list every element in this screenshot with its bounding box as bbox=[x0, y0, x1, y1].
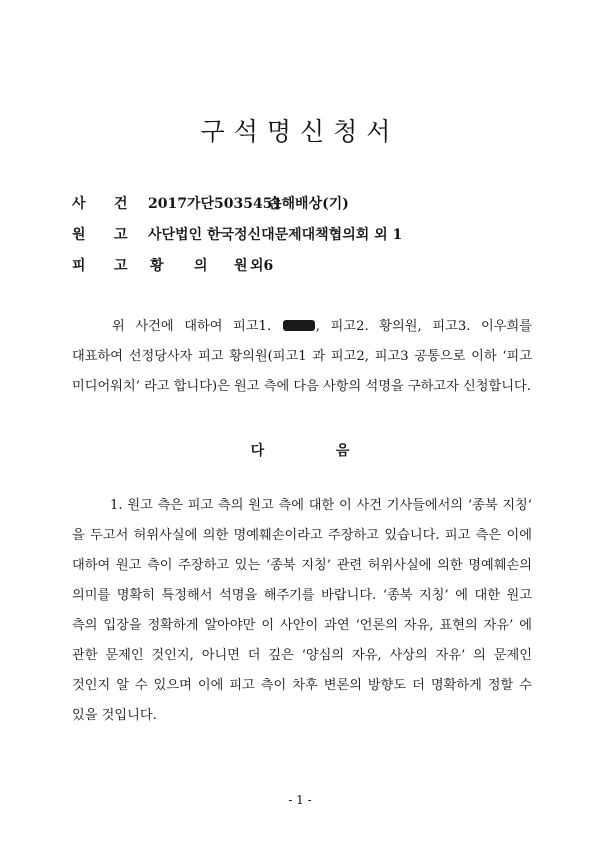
plaintiff-value: 사단법인 한국정신대문제대책협의회 외 1 bbox=[148, 227, 403, 243]
defendant-name-char-1: 황 bbox=[150, 258, 164, 274]
defendant-name-char-2: 의 bbox=[194, 258, 208, 274]
document-title: 구석명신청서 bbox=[200, 117, 400, 146]
intro-paragraph bbox=[72, 312, 532, 402]
case-label-b: 건 bbox=[114, 196, 128, 212]
plaintiff-label-b: 고 bbox=[114, 227, 128, 243]
redaction-mark bbox=[283, 320, 315, 331]
heading-char-1: 다 bbox=[250, 443, 265, 459]
page-number: - 1 - bbox=[288, 793, 312, 807]
heading-char-2: 음 bbox=[335, 443, 350, 459]
section-heading bbox=[0, 440, 600, 460]
defendant-label-a: 피 bbox=[72, 258, 86, 274]
defendant-label-b: 고 bbox=[114, 258, 128, 274]
intro-text-after: , 피고2. 황의원, 피고3. 이우희를 대표하여 선정당사자 피고 황의원(피고1 과 피고2, 피고3 공통으로 이하 ‘피고 미디어워치’ 라고 합니다)은 원고 측에 다음 사항의 석명을 구하고자 신청합니다. bbox=[72, 319, 532, 394]
defendant-name-char-3: 원 bbox=[234, 258, 248, 274]
plaintiff-label-a: 원 bbox=[72, 227, 86, 243]
intro-text-before: 위 사건에 대하여 피고1. bbox=[112, 319, 272, 334]
case-number: 2017가단5035451 bbox=[148, 196, 283, 212]
item-1-paragraph: 1. 원고 측은 피고 측의 원고 측에 대한 이 사건 기사들에서의 ‘종북 지칭’ 을 두고서 허위사실에 의한 명예훼손이라고 주장하고 있습니다. 피고 측은 이에 대하여 원고 측이 주장하고 있는 ‘종북 지칭’ 관련 허위사실에 의한 명예훼손의 의미를 명확히 특정해서 석명을 해주기를 바랍니다. ‘종북 지칭’ 에 대한 원고 측의 입장을 정확하게 알아야만 이 사안이 과연 ‘언론의 자유, 표현의 자유’ 에 관한 문제인 것인지, 아니면 더 깊은 ‘양심의 자유, 사상의 자유’ 의 문제인 것인지 알 수 있으며 이에 피고 측이 차후 변론의 방향도 더 명확하게 정할 수 있을 것입니다. bbox=[72, 498, 532, 723]
defendant-suffix: 외6 bbox=[250, 258, 274, 274]
case-name: 손해배상(기) bbox=[268, 196, 349, 212]
case-label-a: 사 bbox=[72, 196, 86, 212]
